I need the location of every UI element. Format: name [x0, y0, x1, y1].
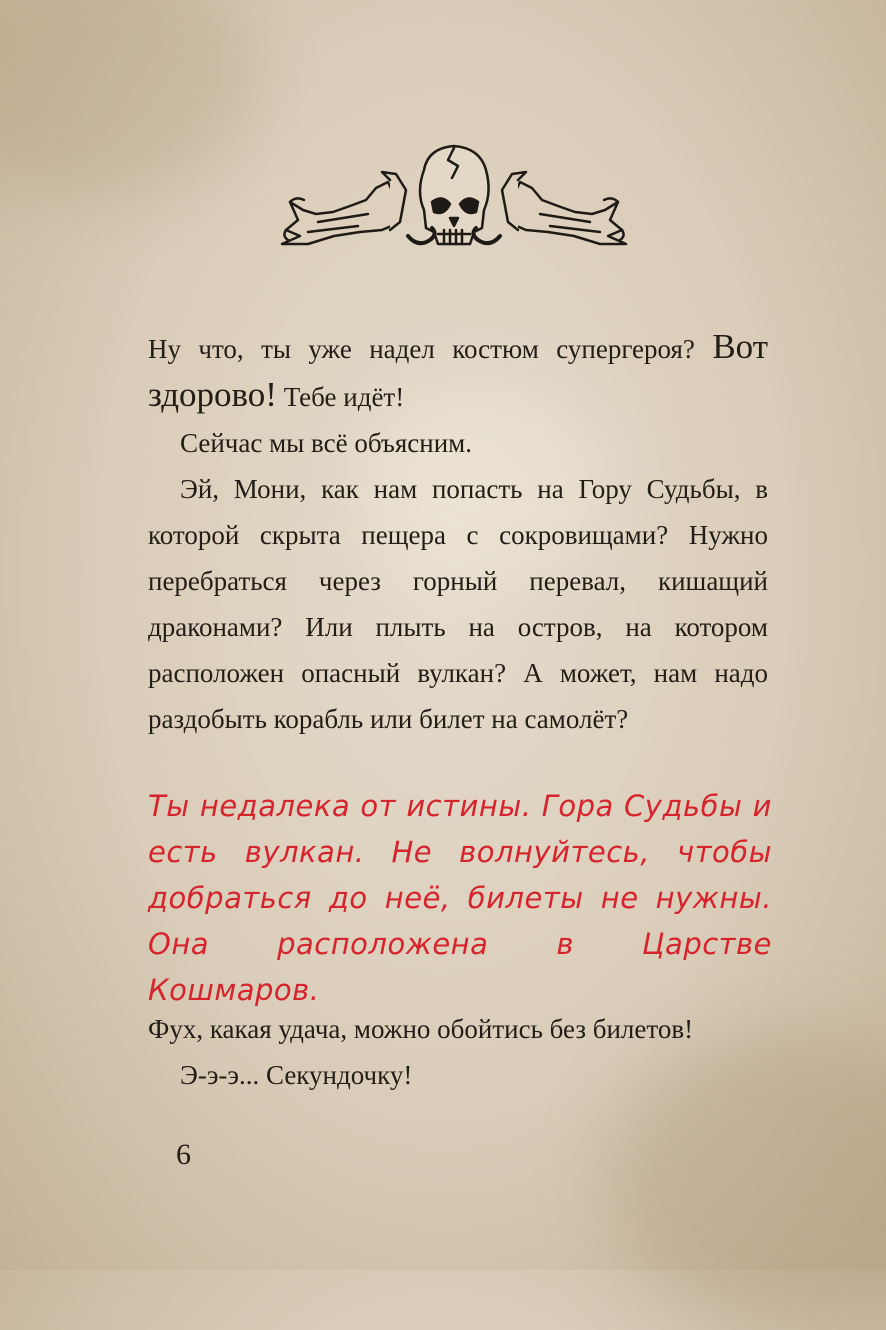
skull-banner-icon [278, 140, 630, 258]
exclamation-great: Вот здорово! [148, 327, 768, 414]
page-number: 6 [176, 1138, 191, 1171]
paragraph-question: Эй, Мони, как нам попасть на Гору Судьбы, в которой скрыта пещера с сокровищами? Нужно перебраться через горный перевал, кишащий драконами? Или плыть на остров, на котором расположен опасный вулкан? А может, нам надо раздобыть корабль или билет на самолёт? [148, 474, 768, 734]
paragraph-explain: Сейчас мы всё объясним. [180, 428, 473, 458]
intro-text [148, 324, 768, 742]
monster-reply: Ты недалека от истины. Гора Судьбы и есть вулкан. Не волнуйтесь, чтобы добраться до неё, билеты не нужны. Она расположена в Царстве Кошмаров. [148, 789, 772, 1007]
paragraph-costume [148, 324, 768, 420]
paragraph-wait: Э-э-э... Секундочку! [180, 1060, 413, 1090]
paragraph-costume-text: Ну что, ты уже надел костюм супергероя? [148, 334, 713, 364]
closing-text [148, 1006, 768, 1098]
paragraph-relief: Фух, какая удача, можно обойтись без билетов! [148, 1014, 694, 1044]
paper-texture [0, 0, 260, 200]
paragraph-costume-tail: Тебе идёт! [276, 382, 405, 412]
